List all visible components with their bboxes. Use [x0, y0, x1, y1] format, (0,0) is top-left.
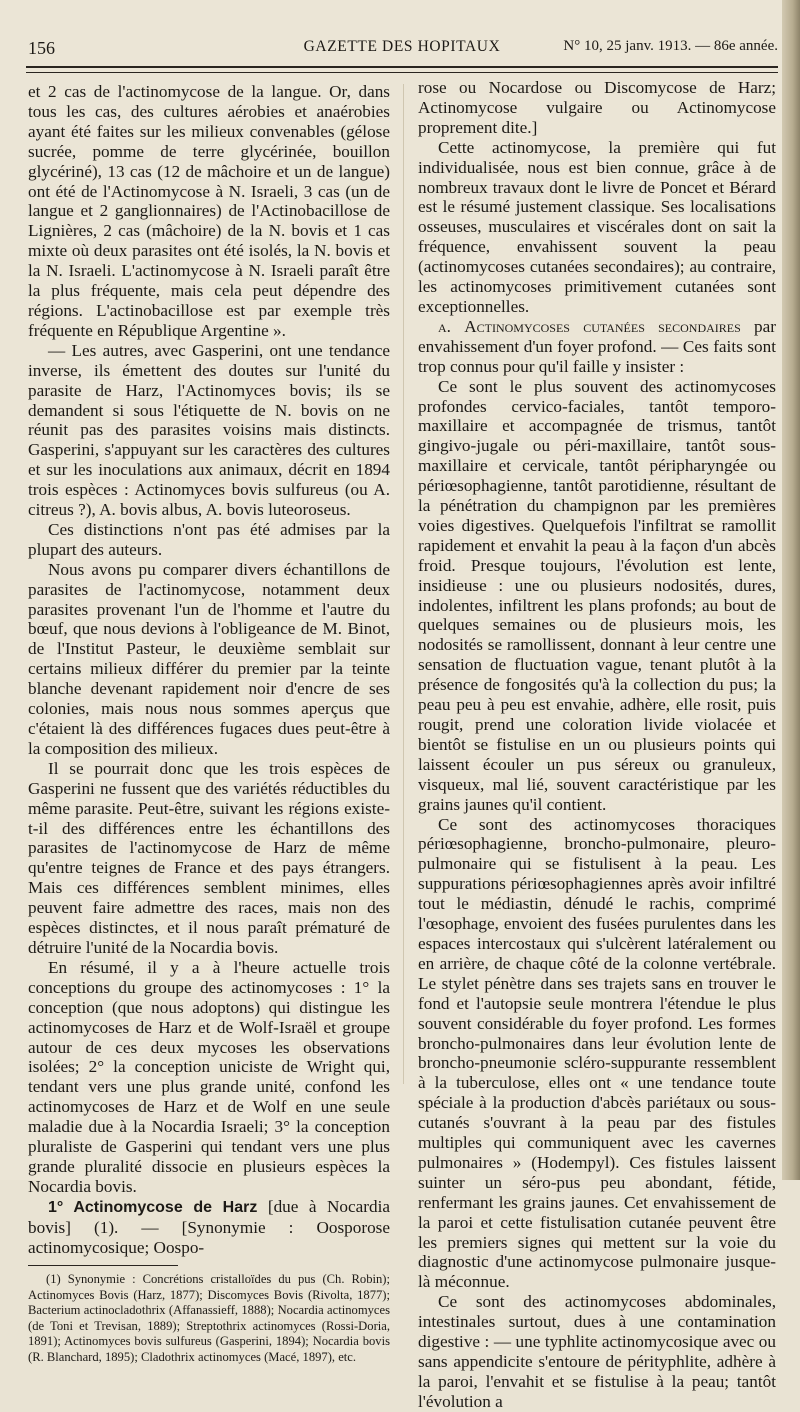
issue-info: N° 10, 25 janv. 1913. — 86e année.: [563, 38, 778, 54]
paragraph: Il se pourrait donc que les trois espèces de Gasperini ne fussent que des variétés réductibles du même parasite. Peut-être, suivant les régions existe-t-il des différences entre les échantillons des parasites de l'actinomycose de Harz de même qu'entre teignes de France et des pays étrangers. Mais ces différences semblent minimes, elles peuvent faire admettre des races, mais non des espèces distinctes, et il nous paraît prématuré de détruire l'unité de la Nocardia bovis.: [28, 758, 390, 957]
paragraph: Ce sont des actinomycoses thoraciques périœsophagienne, broncho-pulmonaire, pleuro-pulmonaire qui se fistulisent à la peau. Les suppurations périœsophagiennes après avoir infiltré tout le médiastin, dénudé le rachis, comprimé l'œsophage, envoient des fusées purulentes dans les espaces intercostaux qui s'ulcèrent latéralement ou en arrière, de chaque côté de la colonne vertébrale. Le stylet pénètre dans ses trajets sans en trouver le fond et l'autopsie seule montrera l'étendue le plus souvent considérable du foyer profond. Les formes broncho-pulmonaires dans leur évolution lente de broncho-pneumonie scléro-suppurante ressemblent à la tuberculose, elles ont « une tendance toute spéciale à la production d'abcès pariétaux ou sous-cutanés s'ouvrant à la peau par des fistules multiples qui communiquent avec les cavernes pulmonaires » (Hodempyl). Ces fistules laissent suinter un séro-pus peu abondant, fétide, renfermant les grains jaunes. Cet envahissement de la paroi et cette fistulisation cutanée peuvent être les premiers signes qui mettent sur la voie du diagnostic d'une actinomycose pulmonaire jusque-là méconnue.: [418, 814, 776, 1292]
paragraph: Ce sont le plus souvent des actinomycoses profondes cervico-faciales, tantôt temporo-maxillaire et accompagnée de trismus, tantôt gingivo-jugale ou péri-maxillaire, tantôt sous-maxillaire et cervicale, tantôt péripharyngée ou périœsophagienne, tantôt parotidienne, résultant de la pénétration du champignon par les premières voies digestives. Quelquefois l'infiltrat se ramollit rapidement et envahit la peau à la façon d'un abcès froid. Presque toujours, l'évolution est lente, insidieuse : une ou plusieurs nodosités, dures, indolentes, infiltrent les plans profonds; au bout de quelques semaines ou de plusieurs mois, les nodosités se ramollissent, donnant à leur centre une sensation de fluctuation vague, tenant plutôt à la présence de fongosités qu'à la collection du pus; la peau peu à peu est envahie, adhère, elle rosit, puis rougit, prend une coloration livide violacée et bientôt se fistulise en un ou plusieurs points qui laissent écouler un pus séreux ou granuleux, visqueux, mal lié, souvent caractéristique par les grains jaunes qu'il contient.: [418, 376, 776, 814]
column-divider: [403, 84, 404, 1084]
paragraph: Ces distinctions n'ont pas été admises par la plupart des auteurs.: [28, 519, 390, 559]
paragraph: — Les autres, avec Gasperini, ont une tendance inverse, ils émettent des doutes sur l'unité du parasite de Harz, l'Actinomyces bovis; ils se demandent si sous l'étiquette de N. bovis on ne réunit pas des parasites voisins mais distincts. Gasperini, s'appuyant sur les caractères des cultures et sur les inoculations aux animaux, décrit en 1894 trois espèces : Actinomyces bovis sulfureus (ou A. citreus ?), A. bovis albus, A. bovis luteoroseus.: [28, 340, 390, 520]
paragraph: et 2 cas de l'actinomycose de la langue. Or, dans tous les cas, des cultures aérobies et anaérobies ayant été faites sur les milieux convenables (gélose sucrée, pomme de terre glycérinée, bouillon glycériné), 13 cas (12 de mâchoire et un de langue) ont été de l'Actinomycose à N. Israeli, 3 cas (un de langue et 2 ganglionnaires) de l'Actinobacillose de Lignières, 2 cas (mâchoire) de la N. bovis et 1 cas mixte où deux parasites ont été isolés, la N. bovis et la N. Israeli. L'actinomycose à N. Israeli paraît être la plus fréquente, mais cela peut dépendre des régions. L'actinobacillose est par exemple très fréquente en République Argentine ».: [28, 82, 390, 340]
section-heading: 1° Actinomycose de Harz: [48, 1198, 258, 1216]
section-paragraph: [28, 1197, 390, 1258]
section-text: [due à Nocardia bovis] (1). — [Synonymie : Oosporose actinomycosique; Oospo-: [28, 1196, 390, 1257]
running-header: [24, 38, 780, 58]
page-edge: [782, 0, 800, 1180]
section-paragraph: [418, 317, 776, 377]
paragraph: rose ou Nocardose ou Discomycose de Harz; Actinomycose vulgaire ou Actinomycose proprement dite.]: [418, 78, 776, 137]
header-rule-thin: [26, 72, 778, 73]
paragraph: En résumé, il y a à l'heure actuelle trois conceptions du groupe des actinomycoses : 1° la conception (que nous adoptons) qui distingue les actinomycoses de Harz et de Wolf-Israël et groupe autour de ces deux mycoses les observations isolées; 2° la conception uniciste de Wright qui, tendant vers une plus grande unité, confond les actinomycoses de Harz et de Wolf en une seule maladie due à la Nocardia Israeli; 3° la conception pluraliste de Gasperini qui tendant vers une plus grande pluralité dissocie en plusieurs espèces la Nocardia bovis.: [28, 957, 390, 1196]
footnote: [28, 1272, 390, 1365]
journal-title: GAZETTE DES HOPITAUX: [303, 38, 501, 55]
header-rule-thick: [26, 66, 778, 68]
paragraph: Cette actinomycose, la première qui fut individualisée, nous est bien connue, grâce à de nombreux travaux dont le livre de Poncet et Bérard est le résumé justement classique. Ses localisations osseuses, musculaires et viscérales dont on sait la fréquence, envahissent souvent la peau (actinomycoses cutanées secondaires); au contraire, les actinomycoses primitivement cutanées sont exceptionnelles.: [418, 137, 776, 316]
footnote-text: (1) Synonymie : Concrétions cristalloïdes du pus (Ch. Robin); Actinomyces Bovis (Harz, 1877); Discomyces Bovis (Rivolta, 1877); Bacterium actinocladothrix (Affanassieff, 1888); Nocardia actinomyces (de Toni et Trevisan, 1889); Streptothrix actinomyces (Rossi-Doria, 1891); Actinomyces bovis sulfureus (Gasperini, 1894); Nocardia bovis (R. Blanchard, 1895); Cladothrix actinomyces (Macé, 1897), etc.: [28, 1272, 390, 1364]
footnote-rule: [28, 1265, 178, 1266]
left-column: [28, 82, 390, 1365]
subsection-heading: α. Actinomycoses cutanées secondaires: [438, 316, 741, 336]
paragraph: Ce sont des actinomycoses abdominales, intestinales surtout, dues à une contamination digestive : — une typhlite actinomycosique avec ou sans appendicite s'entoure de pérityphlite, adhère à la paroi, l'envahit et se fistulise à la peau; tantôt l'évolution a: [418, 1292, 776, 1411]
subsection-text: par envahissement d'un foyer profond. — Ces faits sont trop connus pour qu'il faille y insister :: [418, 316, 776, 376]
page-number: 156: [28, 38, 55, 58]
right-column: [418, 78, 776, 1412]
paragraph: Nous avons pu comparer divers échantillons de parasites de l'actinomycose, notamment deux parasites provenant l'un de l'homme et l'autre du bœuf, que nous devions à l'obligeance de M. Binot, de l'Institut Pasteur, le deuxième semblait sur certains milieux différer du premier par la teinte blanche devenant rapidement noir d'encre de ses colonies, mais nous nous sommes aperçus que c'étaient là des différences fugaces dues peut-être à la composition des milieux.: [28, 559, 390, 758]
